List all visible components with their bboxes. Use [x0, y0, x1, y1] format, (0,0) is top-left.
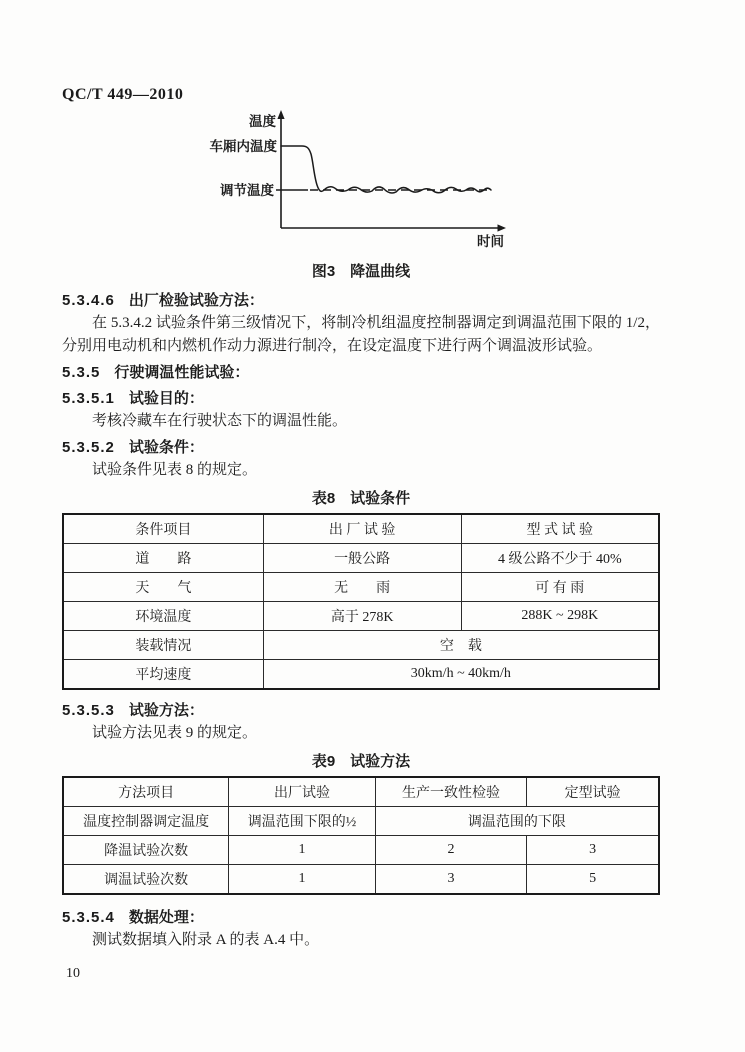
table9-header-cell: 生产一致性检验	[375, 777, 526, 807]
table8-row-ambient-temp	[63, 602, 659, 631]
clause-title: 试验条件：	[128, 439, 204, 456]
table9-header-cell: 定型试验	[527, 777, 659, 807]
table8-cell: 一般公路	[263, 544, 461, 573]
figure-caption: 图3 降温曲线	[311, 263, 411, 280]
table8-cell: 可 有 雨	[461, 573, 659, 602]
paragraph-5-3-4-6: 在 5.3.4.2 试验条件第三级情况下，将制冷机组温度控制器调定到调温范围下限的 1/2，分别用电动机和内燃机作动力源进行制冷，在设定温度下进行两个调温波形试验。	[62, 315, 660, 354]
table9-cell: 3	[375, 865, 526, 895]
table9-header-cell: 方法项目	[63, 777, 229, 807]
page-number: 10	[66, 966, 80, 981]
table8-row-road	[63, 544, 659, 573]
clause-title: 数据处理：	[128, 909, 204, 926]
clause-title: 试验目的：	[128, 390, 204, 407]
table9-cell-merged: 调温范围的下限	[375, 807, 659, 836]
regulated-temp-label: 调节温度	[220, 183, 274, 198]
clause-number: 5.3.5.1	[62, 390, 115, 407]
x-axis-label: 时间	[477, 234, 504, 249]
table8-cell: 天 气	[63, 573, 263, 602]
table8-cell: 平均速度	[63, 660, 263, 690]
clause-5-3-5-3	[62, 700, 660, 722]
clause-number: 5.3.4.6	[62, 292, 115, 309]
table8-row-loading	[63, 631, 659, 660]
paragraph-5-3-5-1: 考核冷藏车在行驶状态下的调温性能。	[92, 413, 348, 429]
table8-header-row	[63, 514, 659, 544]
cabin-temp-label: 车厢内温度	[209, 139, 277, 154]
table8-cell: 装载情况	[63, 631, 263, 660]
table9-row-thermostat-setting	[63, 807, 659, 836]
clause-5-3-5-2	[62, 437, 660, 459]
table8-row-weather	[63, 573, 659, 602]
table9-row-regulation-tests	[63, 865, 659, 895]
clause-5-3-5-1	[62, 388, 660, 410]
table8-cell: 无 雨	[263, 573, 461, 602]
clause-title: 试验方法：	[128, 702, 204, 719]
y-axis-arrow-icon	[277, 110, 284, 119]
clause-number: 5.3.5.3	[62, 702, 115, 719]
table8-cell: 道 路	[63, 544, 263, 573]
paragraph-5-3-5-4: 测试数据填入附录 A 的表 A.4 中。	[92, 932, 320, 948]
x-axis-arrow-icon	[498, 224, 507, 231]
table8-cell: 4 级公路不少于 40%	[461, 544, 659, 573]
table9-cell: 5	[527, 865, 659, 895]
table9-cell: 3	[527, 836, 659, 865]
table9-cell: 1	[229, 836, 376, 865]
table8-cell: 环境温度	[63, 602, 263, 631]
paragraph-5-3-5-2: 试验条件见表 8 的规定。	[92, 462, 258, 478]
table8-cell: 高于 278K	[263, 602, 461, 631]
clause-title: 行驶调温性能试验：	[114, 364, 250, 381]
table9-header-row	[63, 777, 659, 807]
clause-number: 5.3.5.2	[62, 439, 115, 456]
clause-5-3-4-6	[62, 290, 660, 312]
table9-cell: 调温范围下限的½	[229, 807, 376, 836]
cooling-curve-chart	[205, 108, 515, 254]
clause-title: 出厂检验试验方法：	[128, 292, 264, 309]
cabin-temperature-curve	[281, 146, 491, 193]
paragraph-5-3-5-3: 试验方法见表 9 的规定。	[92, 725, 258, 741]
table9-cell: 温度控制器调定温度	[63, 807, 229, 836]
table9-test-methods	[62, 776, 660, 895]
clause-number: 5.3.5	[62, 364, 101, 381]
table8-test-conditions	[62, 513, 660, 690]
table8-header-cell: 型 式 试 验	[461, 514, 659, 544]
table8-header-cell: 条件项目	[63, 514, 263, 544]
clause-5-3-5-4	[62, 907, 660, 929]
doc-code: QC/T 449—2010	[62, 86, 184, 103]
table8-cell-merged: 空 载	[263, 631, 659, 660]
table8-cell-merged: 30km/h ~ 40km/h	[263, 660, 659, 690]
table9-cell: 降温试验次数	[63, 836, 229, 865]
table9-caption: 表9 试验方法	[311, 753, 411, 770]
table8-row-avg-speed	[63, 660, 659, 690]
table9-row-cooling-tests	[63, 836, 659, 865]
table9-cell: 1	[229, 865, 376, 895]
table9-cell: 调温试验次数	[63, 865, 229, 895]
table8-caption: 表8 试验条件	[311, 490, 411, 507]
figure-cooling-curve	[62, 108, 660, 254]
clause-5-3-5	[62, 362, 660, 384]
table9-header-cell: 出厂试验	[229, 777, 376, 807]
table8-cell: 288K ~ 298K	[461, 602, 659, 631]
y-axis-label: 温度	[249, 114, 276, 129]
table9-cell: 2	[375, 836, 526, 865]
table8-header-cell: 出 厂 试 验	[263, 514, 461, 544]
clause-number: 5.3.5.4	[62, 909, 115, 926]
